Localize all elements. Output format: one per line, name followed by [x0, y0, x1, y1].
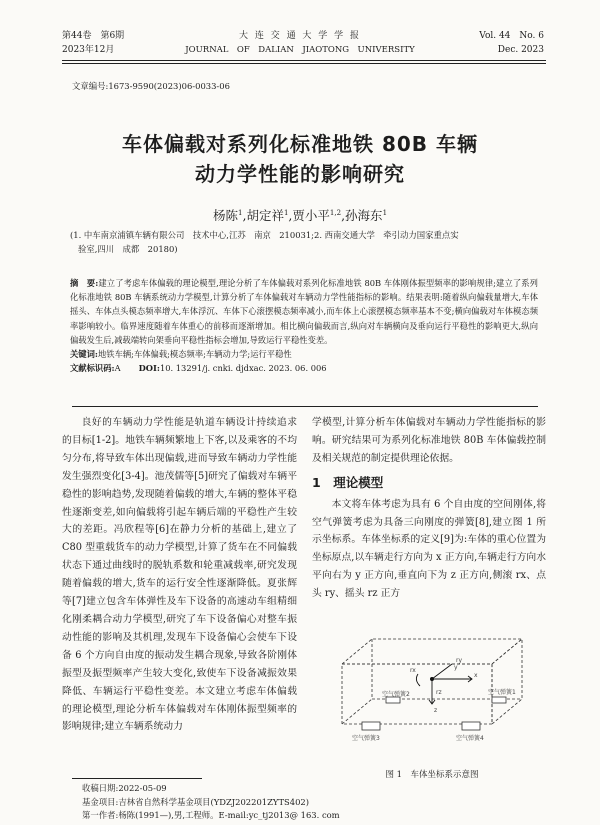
author-sup: 1 [237, 208, 243, 217]
intro-paragraph: 良好的车辆动力学性能是轨道车辆设计持续追求的目标[1-2]。地铁车辆频繁地上下客,以及乘客的不均匀分布,将导致车体出现偏载,进而导致车辆动力学性能发生强烈变化[3-4]。池茂儒等[5]研究了偏载对车辆平稳性的影响趋势,发现随着偏载的增大,车辆的整体平稳性逐渐变差,如向偏载将引起车辆后端的平稳性产生较大的差距。冯欣程等[6]在静力分析的基础上,建立了C80 型重载货车的动力学模型,计算了货车在不同偏载状态下通过曲线时的脱轨系数和轮重减载率,研究发现随着偏载的增大,货车的运行安全性逐渐降低。夏张辉等[7]建立包含车体弹性及车下设备的高速动车组精细化刚柔耦合动力学模型,研究了车下设备偏心对整车振动性能的影响及其机理,发现车下设备偏心会使车下设备 6 个方向自由度的振动发生耦合现象,导致各阶刚体振型及振型频率产生较大变化,致使车下设备减振效果降低、车辆运行平稳性变差。本文建立考虑车体偏载的理论模型,理论分析车体偏载对车体刚体振型频率的影响规律;建立车辆系统动力 [62, 417, 297, 733]
header-rule-top [62, 60, 546, 61]
intro-continued: 学模型,计算分析车体偏载对车辆动力学性能指标的影响。研究结果可为系列化标准地铁 80B 车体偏载控制及相关规范的制定提供理论依据。 [312, 417, 546, 464]
author-sup: 1 [382, 208, 388, 217]
car-body-diagram [322, 624, 542, 764]
section-heading [312, 474, 546, 492]
clc-label: 文献标识码: [70, 363, 115, 374]
figure-caption: 图 1 车体坐标系示意图 [385, 770, 479, 780]
section-title: 理论模型 [333, 474, 384, 490]
keywords [70, 347, 538, 361]
spring-label-2: 空气弹簧2 [382, 691, 410, 698]
first-author: 第一作者:杨陈(1991—),男,工程师。E-mail:yc_tj2013@ 163. com [82, 810, 340, 820]
figure-1 [322, 624, 542, 780]
section-paragraph: 本文将车体考虑为具有 6 个自由度的空间刚体,将空气弹簧考虑为具备三向刚度的弹簧[8],建立图 1 所示坐标系。车体坐标系的定义[9]为:车体的重心位置为坐标原点,以车辆走行方向为 x 正方向,车辆走行方向水平向右为 y 正方向,垂直向下为 z 正方向,侧滚 rx、点头 ry、摇头 rz 正方 [312, 498, 546, 600]
abstract [70, 276, 538, 375]
abstract-text: 建立了考虑车体偏载的理论模型,理论分析了车体偏载对系列化标准地铁 80B 车体刚体振型频率的影响规律;建立了系列化标准地铁 80B 车辆系统动力学模型,计算分析了车体偏载对车辆动力学性能指标的影响。结果表明:随着纵向偏载量增大,车体摇头、车体点头模态频率增大,车体浮沉、车体下心滚摆模态频率减小,而车体上心滚摆模态频率基本不变;横向偏载对车体模态频率影响较小。临界速度随着车体重心的前移而逐渐增加。相比横向偏载而言,纵向对车辆横向及垂向运行平稳性的影响更大,纵向偏载发生后,减载端转向架垂向平稳性指标会增加,导致运行平稳性变差。 [70, 278, 538, 345]
footnote-rule [72, 778, 202, 779]
doi-label: DOI: [138, 363, 160, 374]
author-list [0, 206, 600, 224]
author-name: 孙海东 [345, 208, 383, 223]
axis-label-ry: ry [456, 657, 463, 664]
author-sup: 1 [283, 208, 289, 217]
axis-label-rx: rx [410, 667, 416, 674]
section-number: 1 [312, 474, 321, 490]
header-date-en: Dec. 2023 [497, 45, 544, 55]
right-column [312, 414, 546, 603]
article-id: 文章编号:1673-9590(2023)06-0033-06 [72, 81, 230, 91]
abstract-rule [72, 406, 538, 407]
author-name: 贾小平 [292, 208, 330, 223]
header-volume: 第44卷 第6期 [62, 31, 125, 41]
affiliation-line-2: 验室,四川 成都 20180) [78, 244, 178, 254]
journal-name-cn: 大 连 交 通 大 学 学 报 [238, 31, 362, 41]
author-sep: , [242, 208, 247, 223]
author-sep: , [288, 208, 293, 223]
journal-name-en: JOURNAL OF DALIAN JIAOTONG UNIVERSITY [185, 45, 415, 55]
left-column [62, 414, 297, 736]
axis-label-z: z [434, 707, 438, 714]
clc-value: A [114, 363, 121, 374]
funding: 基金项目:吉林省自然科学基金项目(YDZJ202201ZYTS402) [82, 796, 310, 807]
axis-label-rz: rz [436, 689, 442, 696]
header-date: 2023年12月 [62, 45, 115, 55]
affiliation-line-1: (1. 中车南京浦镇车辆有限公司 技术中心,江苏 南京 210031;2. 西南交通大学 牵引动力国家重点实 [70, 230, 459, 240]
spring-label-3: 空气弹簧3 [352, 735, 380, 742]
title-line-2: 动力学性能的影响研究 [195, 162, 405, 186]
footnotes [82, 782, 340, 823]
keywords-label: 关键词: [70, 349, 98, 360]
title-line-1: 车体偏载对系列化标准地铁 80B 车辆 [121, 132, 478, 156]
received-date: 收稿日期:2022-05-09 [82, 783, 167, 793]
spring-label-1: 空气弹簧1 [488, 689, 516, 696]
doi-value: 10. 13291/j. cnki. djdxac. 2023. 06. 006 [159, 363, 327, 374]
author-name: 胡定祥 [246, 208, 284, 223]
affiliation [70, 228, 540, 256]
header-rule-bottom [62, 63, 546, 64]
abstract-label: 摘 要: [70, 278, 99, 288]
author-sup: 1,2 [329, 208, 342, 217]
spring-label-4: 空气弹簧4 [456, 735, 484, 742]
header-vol-en: Vol. 44 No. 6 [479, 31, 544, 41]
author-name: 杨陈 [212, 208, 238, 223]
keywords-text: 地铁车辆;车体偏载;模态频率;车辆动力学;运行平稳性 [97, 349, 292, 360]
axis-label-y: y [454, 664, 458, 671]
doc-code [70, 361, 538, 375]
axis-label-x: x [474, 672, 478, 679]
author-sep: , [341, 208, 346, 223]
